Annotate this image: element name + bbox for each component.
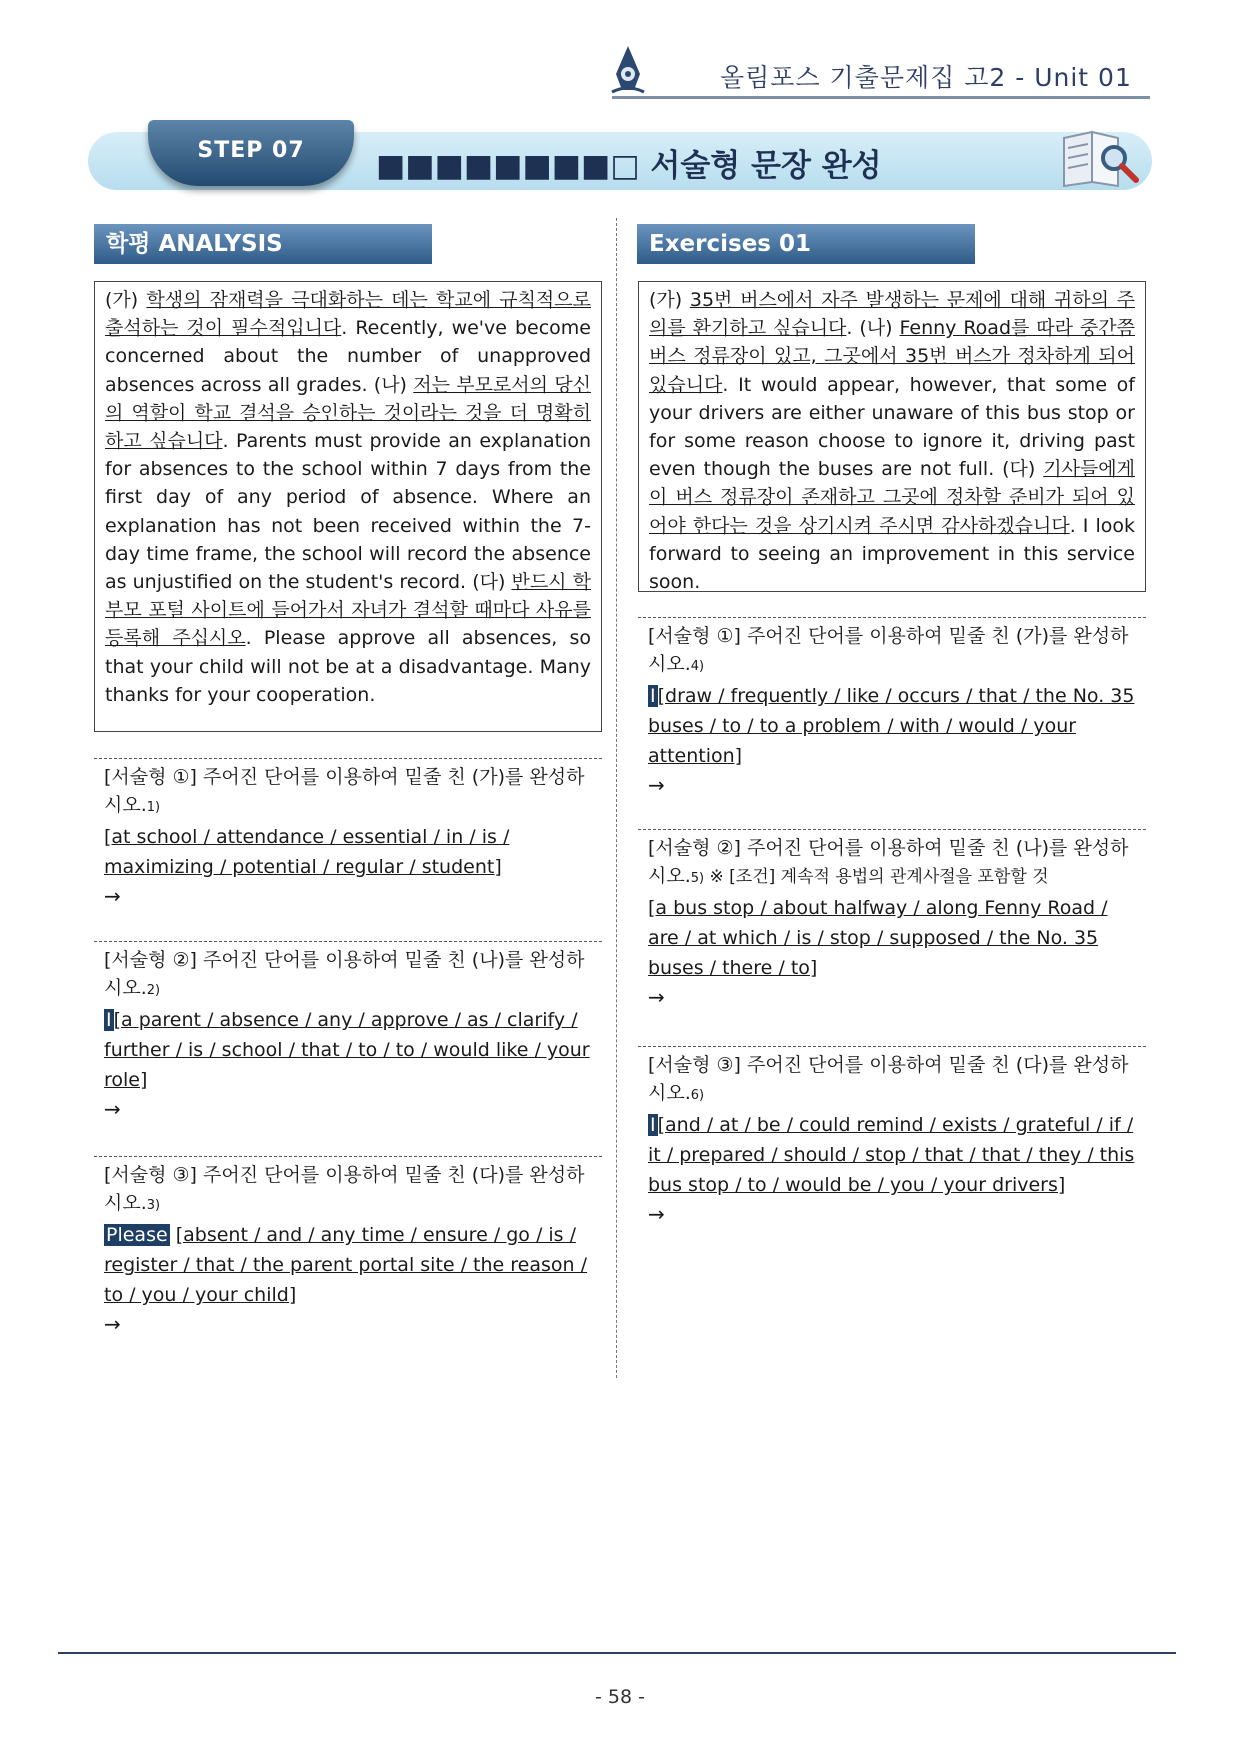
column-divider <box>616 218 617 1378</box>
answer-arrow[interactable]: → <box>648 773 665 798</box>
step-label: STEP 07 <box>148 120 354 186</box>
underlined-sentence-c: 반드시 학부모 포털 사이트에 들어가서 자녀가 결석할 때마다 사유를 등록해 주십시오 <box>105 571 591 650</box>
underlined-sentence-a: 35번 버스에서 자주 발생하는 문제에 대해 귀하의 주의를 환기하고 싶습니다 <box>649 289 1135 340</box>
pen-nib-logo-icon <box>608 44 648 96</box>
underlined-sentence-b: 저는 부모로서의 당신의 역할이 학교 결석을 승인하는 것이라는 것을 더 명확히 하고 싶습니다 <box>105 373 591 453</box>
word-bank: [a parent / absence / any / approve / as / clarify / further / is / school / that / to / to / would like / your role] <box>104 1009 590 1092</box>
book-magnifier-icon <box>1058 124 1142 188</box>
answer-arrow[interactable]: → <box>104 1097 121 1122</box>
word-bank: [absent / and / any time / ensure / go / is / register / that / the parent portal site / the reason / to / you / your child] <box>104 1224 588 1307</box>
condition-note: ※ [조건] 계속적 용법의 관계사절을 포함할 것 <box>704 867 1049 888</box>
answer-prefix: I <box>650 1114 656 1137</box>
question-2: [서술형 ②] 주어진 단어를 이용하여 밑줄 친 (나)를 완성하시오.2) I [a parent / absence / any / approve / as / clarify / further / is / school / that / to / to / would like / your role] → <box>94 941 602 1127</box>
analysis-heading: 학평 ANALYSIS <box>94 224 432 264</box>
underlined-sentence-b: Fenny Road를 따라 중간쯤 버스 정류장이 있고, 그곳에서 35번 버스가 정차하게 되어 있습니다 <box>649 317 1135 396</box>
word-bank: [a bus stop / about halfway / along Fenny Road / are / at which / is / stop / supposed / the No. 35 buses / there / to] <box>648 897 1108 980</box>
exercise-passage: (가) 35번 버스에서 자주 발생하는 문제에 대해 귀하의 주의를 환기하고 싶습니다. (나) Fenny Road를 따라 중간쯤 버스 정류장이 있고, 그곳에서 35번 버스가 정차하게 되어 있습니다. It would appear, however, that some of your drivers are either unaware of this bus stop or for some reason choose to ignore it, driving past even though the buses are not full. (다) 기사들에게 이 버스 정류장이 존재하고 그곳에 정차할 준비가 되어 있어야 한다는 것을 상기시켜 주시면 감사하겠습니다. I look forward to seeing an improvement in this service soon. <box>638 281 1146 592</box>
underlined-sentence-c: 기사들에게 이 버스 정류장이 존재하고 그곳에 정차할 준비가 되어 있어야 한다는 것을 상기시켜 주시면 감사하겠습니다 <box>649 458 1135 537</box>
answer-arrow[interactable]: → <box>648 1202 665 1227</box>
question-1: [서술형 ①] 주어진 단어를 이용하여 밑줄 친 (가)를 완성하시오.1) [at school / attendance / essential / in / is / maximizing / potential / regular / student] → <box>94 758 602 914</box>
question-3: [서술형 ③] 주어진 단어를 이용하여 밑줄 친 (다)를 완성하시오.3) Please [absent / and / any time / ensure / go / is / register / that / the parent portal site / the reason / to / you / your child] → <box>94 1156 602 1342</box>
word-bank: [and / at / be / could remind / exists / grateful / if / it / prepared / should / stop / that / that / they / this bus stop / to / would be / you / your drivers] <box>648 1114 1135 1197</box>
exercise-question-1: [서술형 ①] 주어진 단어를 이용하여 밑줄 친 (가)를 완성하시오.4) I [draw / frequently / like / occurs / that / the No. 35 buses / to / to a problem / with / would / your attention] → <box>638 617 1146 803</box>
exercise-question-3: [서술형 ③] 주어진 단어를 이용하여 밑줄 친 (다)를 완성하시오.6) I [and / at / be / could remind / exists / grateful / if / it / prepared / should / stop / that / that / they / this bus stop / to / would be / you / your drivers] → <box>638 1046 1146 1232</box>
header-rule <box>612 96 1150 99</box>
answer-prefix: Please <box>106 1224 168 1247</box>
exercise-question-2: [서술형 ②] 주어진 단어를 이용하여 밑줄 친 (나)를 완성하시오.5) ※ [조건] 계속적 용법의 관계사절을 포함할 것 [a bus stop / about halfway / along Fenny Road / are / at which / is / stop / supposed / the No. 35 buses / there / to] → <box>638 829 1146 1015</box>
answer-prefix: I <box>106 1009 112 1032</box>
footer-rule <box>58 1652 1176 1654</box>
answer-arrow[interactable]: → <box>648 985 665 1010</box>
exercises-heading: Exercises 01 <box>637 224 975 264</box>
analysis-passage: (가) 학생의 잠재력을 극대화하는 데는 학교에 규칙적으로 출석하는 것이 필수적입니다. Recently, we've become concerned about the number of unapproved absences across all grades. (나) 저는 부모로서의 당신의 역할이 학교 결석을 승인하는 것이라는 것을 더 명확히 하고 싶습니다. Parents must provide an explanation for absences to the school within 7 days from the first day of any period of absence. Where an explanation has not been received within the 7-day time frame, the school will record the absence as unjustified on the student's record. (다) 반드시 학부모 포털 사이트에 들어가서 자녀가 결석할 때마다 사유를 등록해 주십시오. Please approve all absences, so that your child will not be at a disadvantage. Many thanks for your cooperation. <box>94 281 602 732</box>
page-number: - 58 - <box>595 1686 645 1708</box>
word-bank: [at school / attendance / essential / in / is / maximizing / potential / regular / student] <box>104 826 510 879</box>
word-bank: [draw / frequently / like / occurs / that / the No. 35 buses / to / to a problem / with / would / your attention] <box>648 685 1135 768</box>
underlined-sentence-a: 학생의 잠재력을 극대화하는 데는 학교에 규칙적으로 출석하는 것이 필수적입니다 <box>105 289 591 340</box>
answer-arrow[interactable]: → <box>104 884 121 909</box>
answer-prefix: I <box>650 685 656 708</box>
answer-arrow[interactable]: → <box>104 1312 121 1337</box>
banner-title: ■■■■■■■■□ 서술형 문장 완성 <box>376 148 882 184</box>
header-title: 올림포스 기출문제집 고2 - Unit 01 <box>720 63 1132 92</box>
